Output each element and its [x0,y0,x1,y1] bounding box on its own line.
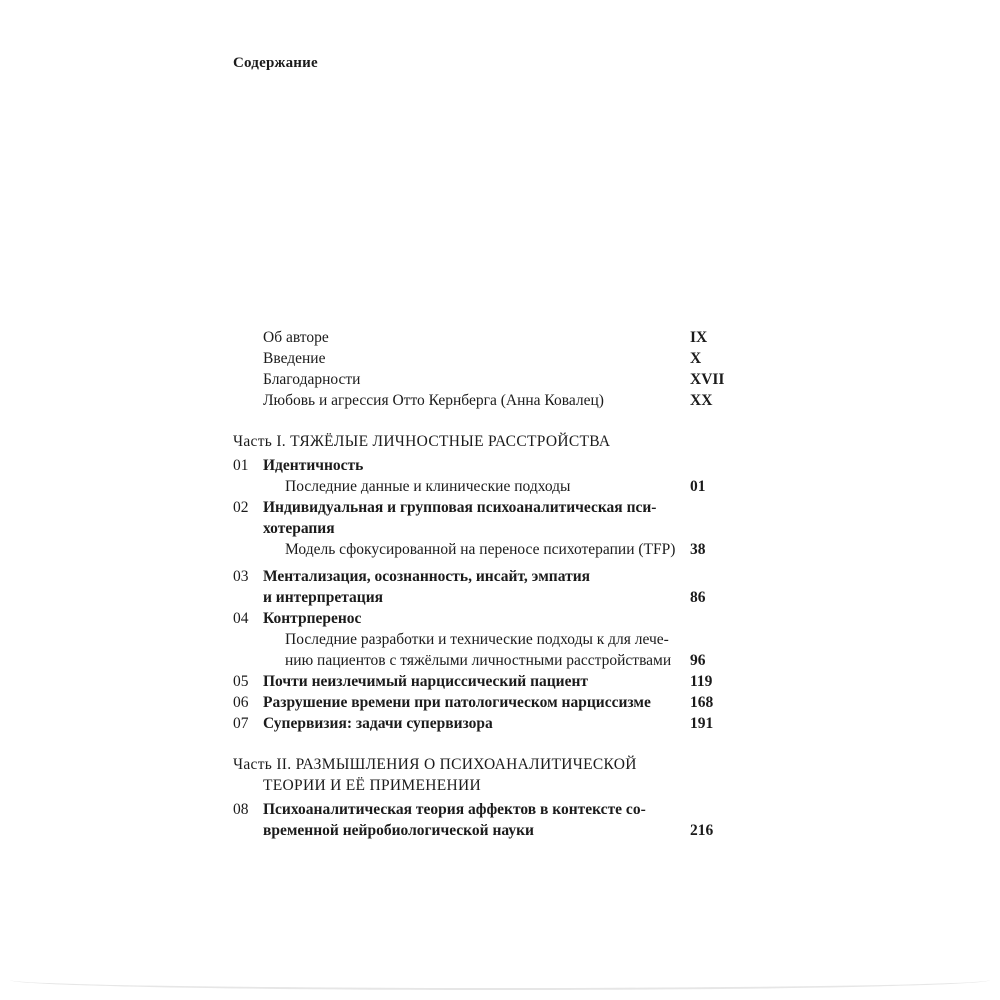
chapter-row [233,692,773,713]
entry-title: Любовь и агрессия Отто Кернберга (Анна Ковалец) [263,392,604,409]
chapter-number: 03 [233,568,249,585]
chapter-number: 01 [233,457,249,474]
page-number: 38 [690,541,706,558]
page-number: 216 [690,822,714,839]
chapter-title-line: Контрперенос [263,610,362,627]
chapter-number: 02 [233,499,249,516]
chapter-subtitle-line: нию пациентов с тяжёлыми личностными расстройствами [285,652,672,669]
chapter-title-line: Идентичность [263,457,364,474]
table-of-contents [233,327,773,841]
part-heading [233,754,773,796]
chapter-row [233,608,773,671]
chapter-title-line: и интерпретация [263,589,384,606]
chapter-title-line: Психоаналитическая теория аффектов в контексте со- [263,801,646,818]
chapter-number: 08 [233,801,249,818]
part-heading-line: Часть I. ТЯЖЁЛЫЕ ЛИЧНОСТНЫЕ РАССТРОЙСТВА [233,433,611,450]
chapter-row [233,671,773,692]
chapter-row [233,713,773,734]
part-heading [233,431,773,452]
entry-title: Благодарности [263,371,361,388]
chapter-title-line: Разрушение времени при патологическом нарциссизме [263,694,651,711]
chapter-subtitle-line: Последние данные и клинические подходы [285,478,571,495]
page-number: 191 [690,715,714,732]
chapter-number: 07 [233,715,249,732]
chapter-title-line: Супервизия: задачи супервизора [263,715,493,732]
chapter-subtitle-line: Модель сфокусированной на переносе психотерапии (TFP) [285,541,676,558]
chapter-row [233,799,773,841]
chapter-row [233,497,773,560]
chapter-number: 04 [233,610,249,627]
front-matter-row [233,369,773,390]
page-title: Содержание [233,55,318,71]
chapter-row [233,566,773,608]
chapter-title-line: Почти неизлечимый нарциссический пациент [263,673,589,690]
entry-title: Об авторе [263,329,329,346]
chapter-row [233,455,773,497]
page-number: 86 [690,589,706,606]
front-matter-row [233,327,773,348]
part-heading-line: ТЕОРИИ И ЕЁ ПРИМЕНЕНИИ [263,777,481,794]
chapter-title-line: временной нейробиологической науки [263,822,534,839]
page-number: XX [690,392,713,409]
entry-title: Введение [263,350,326,367]
part-heading-line: Часть II. РАЗМЫШЛЕНИЯ О ПСИХОАНАЛИТИЧЕСКОЙ [233,756,637,773]
chapter-title-line: хотерапия [263,520,335,537]
chapter-number: 05 [233,673,249,690]
front-matter-row [233,390,773,411]
page-edge-shadow [10,980,990,990]
page-number: IX [690,329,708,346]
front-matter-row [233,348,773,369]
page-number: X [690,350,702,367]
page-number: 01 [690,478,706,495]
chapter-title-line: Ментализация, осознанность, инсайт, эмпатия [263,568,591,585]
chapter-number: 06 [233,694,249,711]
page-number: 96 [690,652,706,669]
page-number: 119 [690,673,713,690]
chapter-title-line: Индивидуальная и групповая психоаналитическая пси- [263,499,657,516]
page-number: XVII [690,371,725,388]
page-number: 168 [690,694,714,711]
chapter-subtitle-line: Последние разработки и технические подходы к для лече- [285,631,669,648]
